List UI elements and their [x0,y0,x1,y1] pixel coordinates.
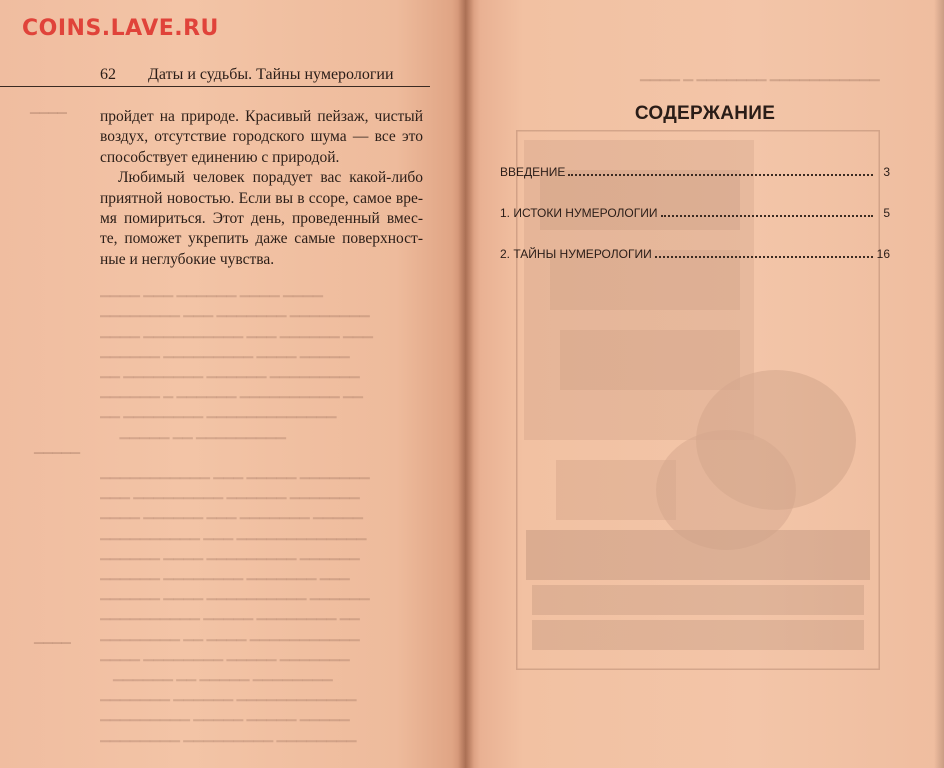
text-line: способствует единению с природой. [100,148,340,166]
text-line: воздух, отсутствие городского шума — все это [100,128,423,146]
text-line: те, поможет укрепить даже самые поверхност- [100,230,423,248]
text-line: приятной новостью. Если вы в ссоре, самое вре- [100,189,423,207]
toc-entry-label: 2. ТАЙНЫ НУМЕРОЛОГИИ [500,247,652,261]
bleed-margin-mark: ▁▁▁▁ [30,100,67,114]
toc-entry-introduction[interactable] [500,164,890,182]
text-line: пройдет на природе. Красивый пейзаж, чистый [100,108,423,125]
text-line: ные и неглубокие чувства. [100,250,275,268]
header-rule [0,86,430,87]
toc-title: СОДЕРЖАНИЕ [634,103,776,124]
toc-leader-dots [655,246,873,258]
toc-leader-dots [568,164,873,176]
toc-entry-label: 1. ИСТОКИ НУМЕРОЛОГИИ [500,206,658,220]
toc-entry-page: 3 [883,165,890,179]
bleed-margin-mark: ▁▁▁▁▁ [34,440,81,454]
toc-entry-label: ВВЕДЕНИЕ [500,165,566,179]
page-number: 62 [100,66,116,83]
toc-entry-chapter-2[interactable] [500,246,890,264]
text-line: Любимый человек порадует вас какой-либо [118,169,423,187]
toc-entry-page: 16 [876,247,890,261]
toc-leader-dots [661,205,874,217]
bleed-margin-mark: ▁▁▁▁ [34,630,71,644]
table-of-contents [500,164,890,287]
body-text [100,107,423,270]
toc-entry-page: 5 [883,206,890,220]
watermark: COINS.LAVE.RU [22,16,219,41]
bleed-through-header: ▁▁▁▁ ▁ ▁▁▁▁▁▁▁ ▁▁▁▁▁▁▁▁▁▁▁ [640,66,880,81]
toc-entry-chapter-1[interactable] [500,205,890,223]
bleed-through-text: ▁▁▁▁ ▁▁▁ ▁▁▁▁▁▁ ▁▁▁▁ ▁▁▁▁ ▁▁▁▁▁▁▁▁ ▁▁▁ ▁▁▁▁▁▁▁ ▁▁▁▁▁▁▁▁ ▁▁▁▁ ▁▁▁▁▁▁▁▁▁▁ ▁▁▁ ▁▁▁▁▁▁ ▁▁▁ ▁▁▁▁▁▁ ▁▁▁▁▁▁▁▁▁ ▁▁▁▁ ▁▁▁▁▁ ▁▁ ▁▁▁▁▁▁▁▁ ▁▁▁▁▁▁ ▁▁▁▁▁▁▁▁▁ ▁▁▁▁▁▁ ▁ ▁▁▁▁▁▁ ▁▁▁▁▁▁▁▁▁▁ ▁▁ ▁▁ ▁▁▁▁▁▁▁▁ ▁▁▁▁▁▁▁▁▁▁▁▁▁ ▁▁▁▁▁ ▁▁ ▁▁▁▁▁▁▁▁▁ ▁▁▁▁▁▁▁▁▁▁▁ ▁▁▁ ▁▁▁▁▁ ▁▁▁▁▁▁▁ ▁▁▁ ▁▁▁▁▁▁▁▁▁ ▁▁▁▁▁▁ ▁▁▁▁▁▁▁ ▁▁▁▁ ▁▁▁▁▁▁ ▁▁▁ ▁▁▁▁▁▁▁ ▁▁▁▁▁ ▁▁▁▁▁▁▁▁▁▁ ▁▁▁ ▁▁▁▁▁▁▁▁▁▁▁▁▁ ▁▁▁▁▁▁ ▁▁▁▁ ▁▁▁▁▁▁▁▁▁ ▁▁▁▁▁▁ ▁▁▁▁▁▁ ▁▁▁▁▁▁▁▁ ▁▁▁▁▁▁▁ ▁▁▁ ▁▁▁▁▁▁ ▁▁▁▁ ▁▁▁▁▁▁▁▁▁▁ ▁▁▁▁▁▁ ▁▁▁▁▁▁▁▁▁▁ ▁▁▁▁▁ ▁▁▁▁▁▁▁▁ ▁▁ ▁▁▁▁▁▁▁▁ ▁▁ ▁▁▁▁ ▁▁▁▁▁▁▁▁▁▁▁ ▁▁▁▁ ▁▁▁▁▁▁▁▁ ▁▁▁▁▁ ▁▁▁▁▁▁▁ ▁▁▁▁▁▁ ▁▁ ▁▁▁▁▁ ▁▁▁▁▁▁▁▁ ▁▁▁▁▁▁▁ ▁▁▁▁▁▁ ▁▁▁▁▁▁▁▁▁▁▁▁ ▁▁▁▁▁▁▁▁▁ ▁▁▁▁▁ ▁▁▁▁▁ ▁▁▁▁▁ ▁▁▁▁▁▁▁▁ ▁▁▁▁▁▁▁▁▁ ▁▁▁▁▁▁▁▁ [100,282,373,742]
running-head: Даты и судьбы. Тайны нумерологии [148,66,394,83]
text-line: мя помириться. Этот день, проведенный вмес- [100,210,423,228]
